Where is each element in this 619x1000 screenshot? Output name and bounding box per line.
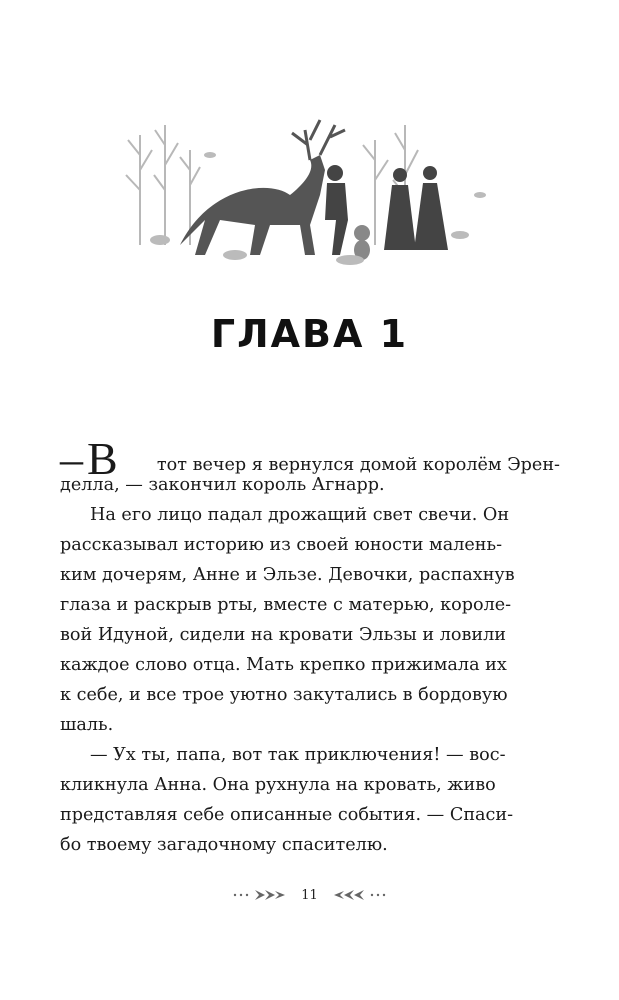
text-line-content: ким дочерям, Анне и Эльзе. Девочки, распахнув (60, 565, 515, 585)
text-line-content: бо твоему загадочному спасителю. (60, 835, 388, 855)
chapter-title: ГЛАВА 1 (210, 312, 409, 356)
text-line-content: На его лицо падал дрожащий свет свечи. Он (90, 505, 510, 525)
dropcap-letter: В (87, 433, 118, 484)
text-line-content: — Ух ты, папа, вот так приключения! — вос- (90, 745, 506, 765)
text-line-content: к себе, и все трое уютно закутались в бордовую (60, 685, 508, 705)
text-line-content: шаль. (60, 715, 114, 735)
text-line (60, 800, 560, 830)
text-line-content: тот вечер я вернулся домой королём Эрен- (156, 455, 560, 475)
dropcap-dash: – (60, 433, 83, 484)
page-number: 11 (301, 887, 318, 903)
text-line-content: рассказывал историю из своей юности малень- (60, 535, 503, 555)
page-footer (0, 880, 619, 910)
text-line (60, 500, 560, 530)
text-line (60, 590, 560, 620)
text-line (60, 530, 560, 560)
winter-procession-silhouette-icon (120, 95, 510, 280)
text-line-content: кликнула Анна. Она рухнула на кровать, живо (60, 775, 496, 795)
text-line (60, 740, 560, 770)
ornament-left-icon (231, 888, 291, 902)
text-line-content: вой Идуной, сидели на кровати Эльзы и ловили (60, 625, 507, 645)
ornament-right-icon (328, 888, 388, 902)
text-line (60, 620, 560, 650)
text-line (60, 680, 560, 710)
text-line-content: представляя себе описанные события. — Спаси- (60, 805, 514, 825)
text-line (60, 830, 560, 860)
text-line (60, 433, 560, 484)
text-line (60, 710, 560, 740)
text-line-content: глаза и раскрыв рты, вместе с матерью, короле- (60, 595, 512, 615)
text-line-content: делла, — закончил король Агнарр. (60, 475, 385, 495)
text-line-content: каждое слово отца. Мать крепко прижимала их (60, 655, 507, 675)
body-text (60, 433, 560, 860)
text-line (60, 650, 560, 680)
text-line (60, 770, 560, 800)
text-line (60, 560, 560, 590)
